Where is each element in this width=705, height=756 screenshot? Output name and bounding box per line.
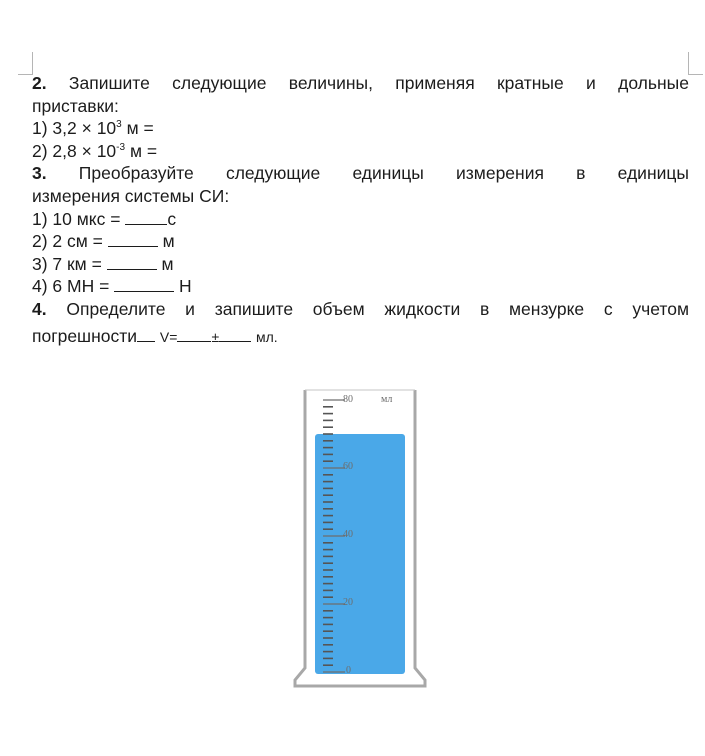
question-3-number: 3. <box>32 163 47 184</box>
question-4-text: Определите и запишите объем жидкости в мензурке с учетом <box>66 298 689 319</box>
plus-minus-sign: ± <box>211 328 220 345</box>
unit-text: м <box>156 253 174 274</box>
question-3-item-4 <box>32 275 689 298</box>
unit-text: с <box>167 208 177 229</box>
question-2-heading-cont: приставки: <box>32 95 119 116</box>
question-2-item-2 <box>32 140 689 163</box>
item-text: 1) 10 мкс = <box>32 208 126 229</box>
page-corner-mark-left <box>18 52 33 75</box>
question-3-item-3 <box>32 253 689 276</box>
question-3-text: Преобразуйте следующие единицы измерения в единицы <box>78 163 689 184</box>
item-text: 2) 2,8 × 10 <box>32 140 117 161</box>
scale-label-0: 0 <box>346 665 351 676</box>
volume-value-blank[interactable] <box>177 326 211 342</box>
question-4-number: 4. <box>32 298 47 319</box>
question-3-heading <box>32 162 689 185</box>
page-corner-mark-right <box>688 52 703 75</box>
question-2-heading <box>32 72 689 95</box>
question-2-text: Запишите следующие величины, применяя кратные и дольные <box>68 73 689 93</box>
exponent: -3 <box>116 141 126 153</box>
answer-blank[interactable] <box>114 276 174 292</box>
item-text: 3) 7 км = <box>32 253 107 274</box>
scale-label-60: 60 <box>343 461 353 472</box>
item-text: м = <box>121 118 154 139</box>
question-4-answer-line <box>32 325 689 349</box>
scale-label-80: 80 <box>343 394 353 405</box>
worksheet <box>32 72 689 348</box>
question-2-number: 2. <box>32 73 47 93</box>
answer-blank[interactable] <box>107 254 157 270</box>
question-4-heading <box>32 298 689 321</box>
question-3-item-1 <box>32 208 689 231</box>
question-4-word: погрешности <box>32 325 138 346</box>
item-text: м = <box>125 140 158 161</box>
item-text: 4) 6 МН = <box>32 276 115 297</box>
exponent: 3 <box>116 119 122 131</box>
answer-blank[interactable] <box>125 209 167 225</box>
unit-text: Н <box>174 276 192 297</box>
unit-label: мл <box>381 394 393 405</box>
item-text: 2) 2 см = <box>32 231 108 252</box>
question-3-heading-cont: измерения системы СИ: <box>32 185 230 206</box>
volume-unit: мл. <box>256 328 278 345</box>
scale-label-20: 20 <box>343 597 353 608</box>
question-2-item-1 <box>32 117 689 140</box>
graduated-cylinder <box>293 372 433 692</box>
question-3-item-2 <box>32 230 689 253</box>
error-value-blank[interactable] <box>219 326 251 342</box>
volume-label: V= <box>159 328 178 345</box>
answer-blank[interactable] <box>137 326 155 342</box>
item-text: 1) 3,2 × 10 <box>32 118 117 139</box>
scale-label-40: 40 <box>343 529 353 540</box>
unit-text: м <box>157 231 175 252</box>
answer-blank[interactable] <box>108 231 158 247</box>
graduated-cylinder-drawing <box>293 372 433 692</box>
